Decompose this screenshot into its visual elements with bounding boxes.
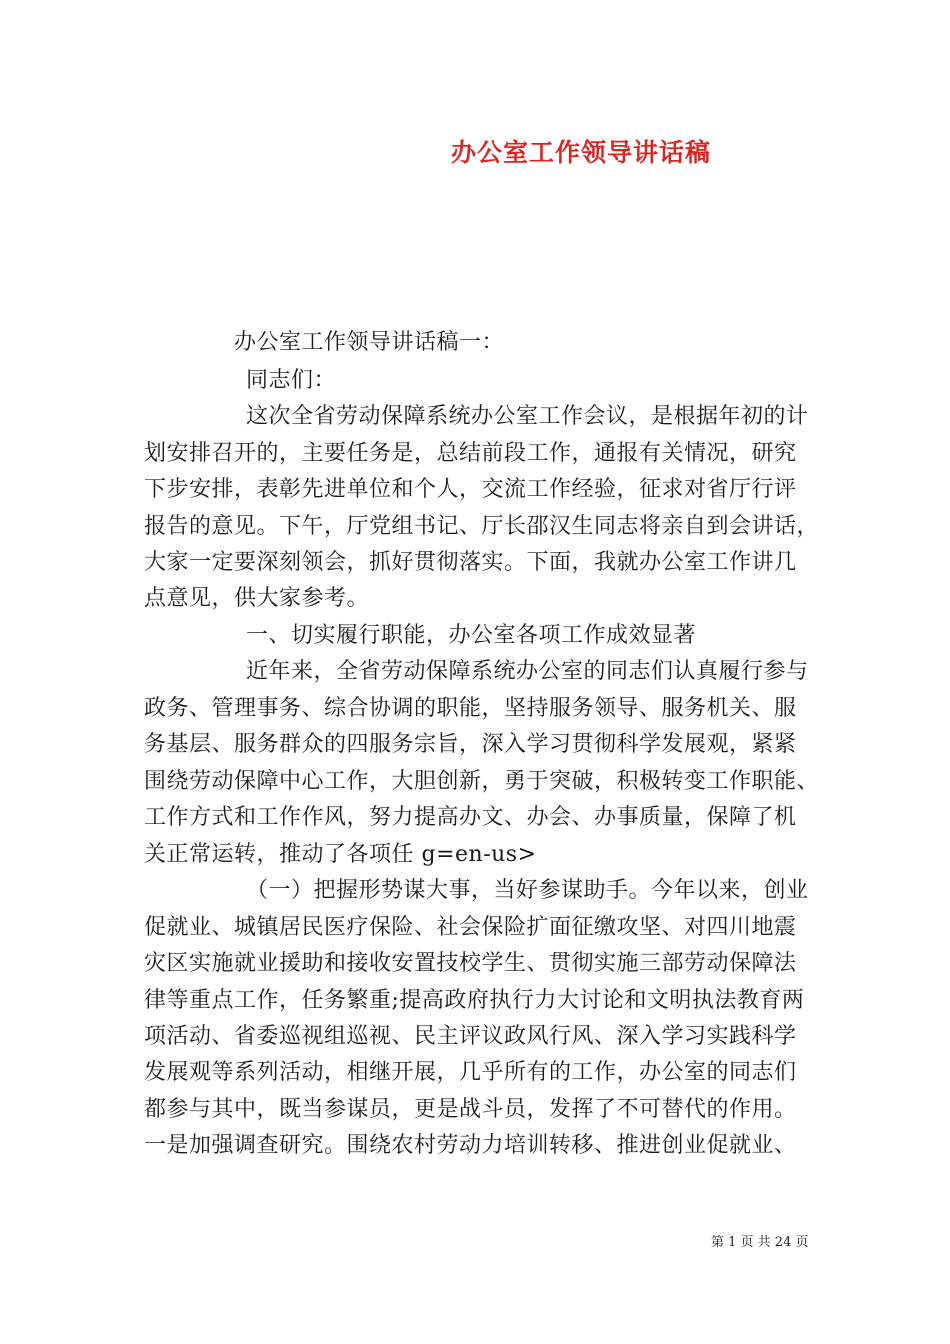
paragraph-line: 下步安排，表彰先进单位和个人，交流工作经验，征求对省厅行评 [144,477,797,502]
paragraph-line: 近年来，全省劳动保障系统办公室的同志们认真履行参与 [246,659,809,684]
paragraph-line: 工作方式和工作作风，努力提高办文、办会、办事质量，保障了机 [144,805,797,830]
page-number: 第 1 页 共 24 页 [711,1235,809,1250]
paragraph-line: 促就业、城镇居民医疗保险、社会保险扩面征缴攻坚、对四川地震 [144,915,797,940]
paragraph-line: 划安排召开的，主要任务是，总结前段工作，通报有关情况，研究 [144,441,797,466]
paragraph-line: 项活动、省委巡视组巡视、民主评议政风行风、深入学习实践科学 [144,1024,797,1049]
paragraph-line: 报告的意见。下午，厅党组书记、厅长邵汉生同志将亲自到会讲话， [144,514,820,539]
paragraph-line: 发展观等系列活动，相继开展，几乎所有的工作，办公室的同志们 [144,1060,797,1085]
paragraph-line: 围绕劳动保障中心工作，大胆创新，勇于突破，积极转变工作职能、 [144,769,820,794]
section-heading-line: 办公室工作领导讲话稿一： [234,330,505,355]
paragraph-line: 务基层、服务群众的四服务宗旨，深入学习贯彻科学发展观，紧紧 [144,732,797,757]
salutation-line: 同志们： [246,368,337,393]
section-heading: 一、切实履行职能，办公室各项工作成效显著 [246,623,697,648]
paragraph-line: 都参与其中，既当参谋员，更是战斗员，发挥了不可替代的作用。 [144,1097,797,1122]
paragraph-line: 律等重点工作，任务繁重;提高政府执行力大讨论和文明执法教育两 [144,988,805,1013]
paragraph-line: 大家一定要深刻领会，抓好贯彻落实。下面，我就办公室工作讲几 [144,550,797,575]
paragraph-line: 一是加强调查研究。围绕农村劳动力培训转移、推进创业促就业、 [144,1133,797,1158]
paragraph-line: 这次全省劳动保障系统办公室工作会议，是根据年初的计 [246,404,809,429]
paragraph-line: 关正常运转，推动了各项任 g=en-us> [144,842,537,867]
document-title: 办公室工作领导讲话稿 [451,138,712,167]
paragraph-line: 政务、管理事务、综合协调的职能，坚持服务领导、服务机关、服 [144,696,797,721]
subsection-line: （一）把握形势谋大事，当好参谋助手。今年以来，创业 [246,878,809,903]
paragraph-line: 灾区实施就业援助和接收安置技校学生、贯彻实施三部劳动保障法 [144,951,797,976]
paragraph-line: 点意见，供大家参考。 [144,586,370,611]
